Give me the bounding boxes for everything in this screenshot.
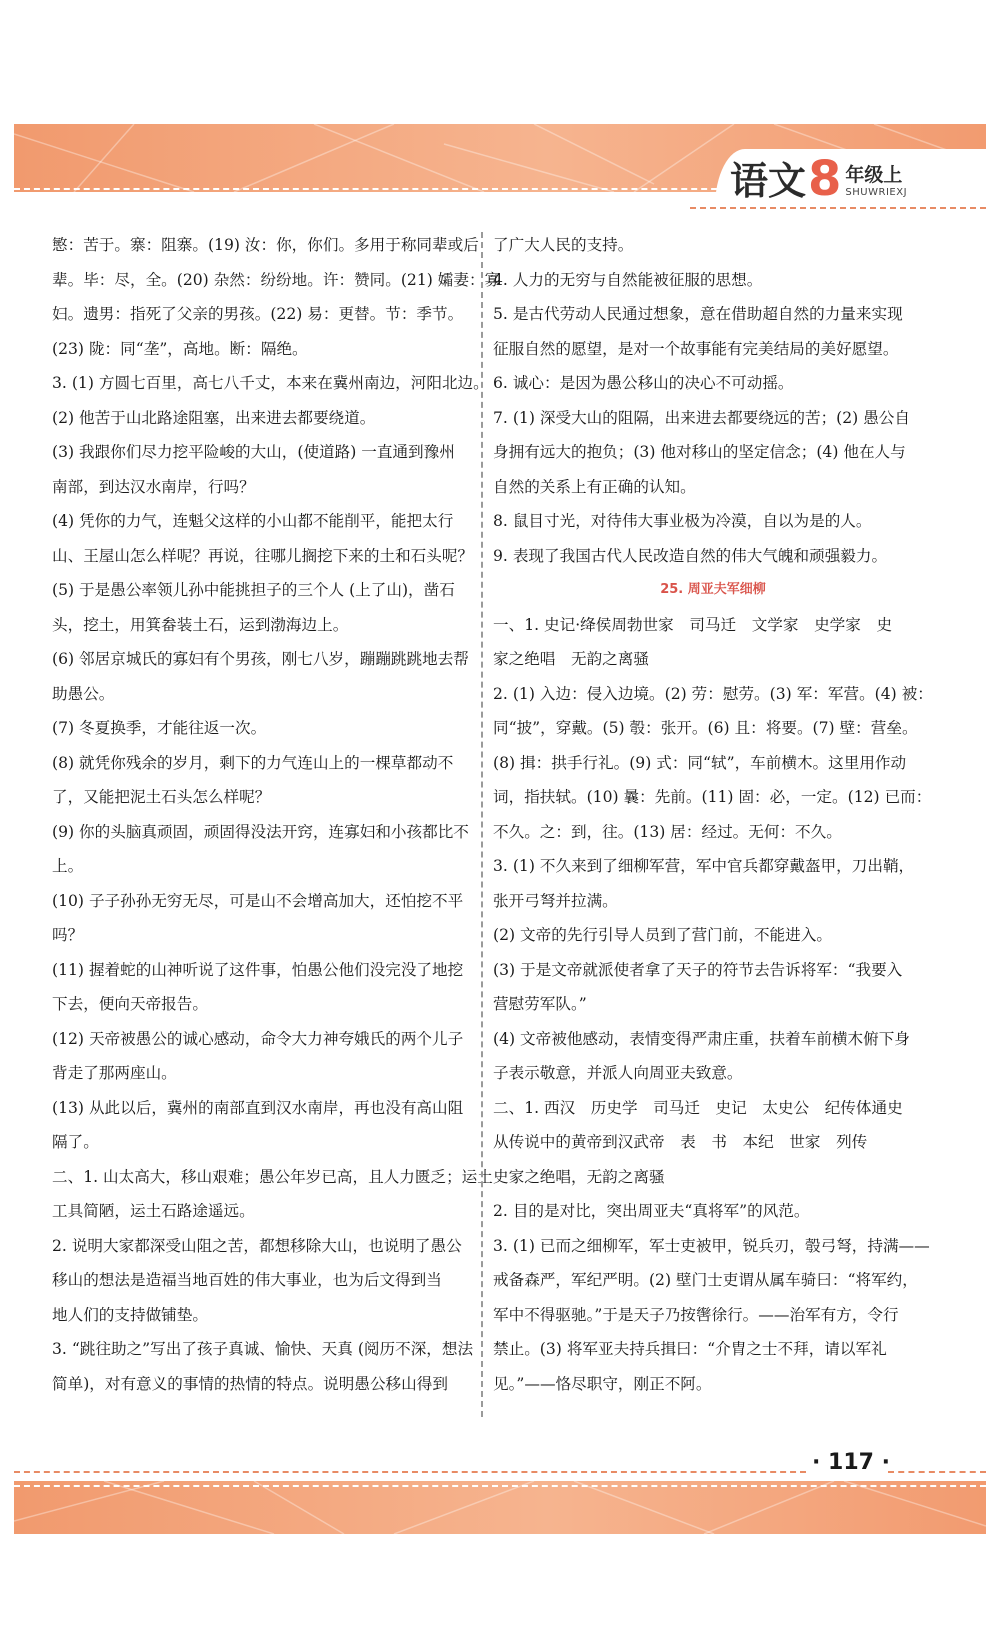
left-column (52, 228, 501, 1401)
text-line: 3. (1) 方圆七百里，高七八千丈，本来在冀州南边，河阳北边。 (52, 374, 489, 392)
footer-band (14, 1481, 986, 1534)
text-line: 下去，便向天帝报告。 (52, 995, 208, 1013)
text-line: (5) 于是愚公率领儿孙中能挑担子的三个人 (上了山)，凿石 (52, 581, 455, 599)
text-line: 军中不得驱驰。”于是天子乃按辔徐行。——治军有方，令行 (493, 1305, 899, 1324)
text-line: 2. 目的是对比，突出周亚夫“真将军”的风范。 (493, 1202, 810, 1220)
text-line: 3. (1) 已而之细柳军，军士吏被甲，锐兵刃，彀弓弩，持满—— (493, 1236, 930, 1255)
text-line: 史家之绝唱，无韵之离骚 (493, 1167, 665, 1186)
text-line: 2. 说明大家都深受山阻之苦，都想移除大山，也说明了愚公 (52, 1236, 462, 1255)
text-line: 二、1. 山太高大，移山艰难；愚公年岁已高，且人力匮乏；运土 (52, 1167, 493, 1186)
text-line: (4) 凭你的力气，连魁父这样的小山都不能削平，能把太行 (52, 512, 454, 530)
text-line: 了广大人民的支持。 (493, 236, 634, 254)
text-line: (7) 冬夏换季，才能往返一次。 (52, 719, 267, 737)
text-line: 身拥有远大的抱负；(3) 他对移山的坚定信念；(4) 他在人与 (493, 443, 906, 461)
text-line: (3) 于是文帝就派使者拿了天子的符节去告诉将军：“我要入 (493, 960, 903, 979)
text-line: (8) 揖：拱手行礼。(9) 式：同“轼”，车前横木。这里用作动 (493, 753, 907, 772)
text-line: 禁止。(3) 将军亚夫持兵揖曰：“介胄之士不拜，请以军礼 (493, 1340, 887, 1358)
text-line: (10) 子子孙孙无穷无尽，可是山不会增高加大，还怕挖不平 (52, 891, 464, 910)
text-line: (2) 他苦于山北路途阻塞，出来进去都要绕道。 (52, 408, 376, 427)
text-line: 自然的关系上有正确的认知。 (493, 477, 696, 496)
right-column (493, 228, 933, 1401)
column-divider (481, 232, 483, 1417)
text-line: 上。 (52, 857, 84, 875)
text-line: 营慰劳军队。” (493, 995, 587, 1013)
text-line: 二、1. 西汉 历史学 司马迁 史记 太史公 纪传体通史 (493, 1098, 903, 1117)
text-line: 背走了那两座山。 (52, 1064, 177, 1082)
pinyin-label: SHUWRIEXJ (845, 187, 908, 198)
text-line: 戒备森严，军纪严明。(2) 壁门士吏谓从属车骑曰：“将军约， (493, 1271, 918, 1289)
text-line: 辈。毕：尽，全。(20) 杂然：纷纷地。许：赞同。(21) 孀妻：寡 (52, 270, 501, 289)
text-line: 3. (1) 不久来到了细柳军营，军中官兵都穿戴盔甲，刀出鞘， (493, 857, 915, 875)
text-line: (11) 握着蛇的山神听说了这件事，怕愚公他们没完没了地挖 (52, 960, 464, 979)
decorative-lines (14, 1481, 986, 1534)
text-line: 慜：苦于。寨：阻寨。(19) 汝：你，你们。多用于称同辈或后 (52, 236, 479, 254)
text-line: (4) 文帝被他感动，表情变得严肃庄重，扶着车前横木俯下身 (493, 1029, 910, 1048)
text-line: (8) 就凭你残余的岁月，剩下的力气连山上的一棵草都动不 (52, 753, 454, 772)
text-line: 南部，到达汉水南岸，行吗？ (52, 477, 255, 496)
text-line: 同“披”，穿戴。(5) 彀：张开。(6) 且：将要。(7) 壁：营垒。 (493, 719, 918, 737)
text-line: (3) 我跟你们尽力挖平险峻的大山，(使道路) 一直通到豫州 (52, 443, 455, 461)
text-line: 妇。遗男：指死了父亲的男孩。(22) 易：更替。节：季节。 (52, 305, 464, 323)
text-line: 张开弓弩并拉满。 (493, 891, 618, 910)
text-line: 工具简陋，运土石路途遥远。 (52, 1202, 255, 1220)
text-line: 8. 鼠目寸光，对待伟大事业极为冷漠，自以为是的人。 (493, 512, 872, 530)
text-line: (6) 邻居京城氏的寡妇有个男孩，刚七八岁，蹦蹦跳跳地去帮 (52, 650, 469, 668)
text-line: 9. 表现了我国古代人民改造自然的伟大气魄和顽强毅力。 (493, 546, 888, 565)
grade-number: 8 (808, 151, 842, 208)
text-line: 2. (1) 入边：侵入边境。(2) 劳：慰劳。(3) 军：军营。(4) 被： (493, 684, 933, 703)
text-line: 不久。之：到，往。(13) 居：经过。无何：不久。 (493, 822, 842, 841)
text-line: 7. (1) 深受大山的阻隔，出来进去都要绕远的苦；(2) 愚公自 (493, 408, 910, 427)
text-line: 子表示敬意，并派人向周亚夫致意。 (493, 1064, 743, 1082)
text-line: 简单)，对有意义的事情的热情的特点。说明愚公移山得到 (52, 1374, 448, 1393)
text-line: 一、1. 史记·绛侯周勃世家 司马迁 文学家 史学家 史 (493, 615, 893, 634)
text-line: 见。”——恪尽职守，刚正不阿。 (493, 1374, 712, 1393)
text-line: 山、王屋山怎么样呢？再说，往哪儿搁挖下来的土和石头呢？ (52, 546, 474, 565)
grade-label: 年级上 (845, 164, 903, 187)
text-line: 5. 是古代劳动人民通过想象，意在借助超自然的力量来实现 (493, 305, 903, 323)
text-line: (12) 天帝被愚公的诚心感动，命令大力神夸娥氏的两个儿子 (52, 1029, 464, 1048)
text-line: 吗？ (52, 926, 84, 944)
text-line: (9) 你的头脑真顽固，顽固得没法开窍，连寡妇和小孩都比不 (52, 822, 469, 841)
subject-label: 语文 (730, 159, 807, 203)
section-heading: 25. 周亚夫军细柳 (660, 582, 766, 597)
text-line: 征服自然的愿望，是对一个故事能有完美结局的美好愿望。 (493, 339, 899, 358)
text-line: (13) 从此以后，冀州的南部直到汉水南岸，再也没有高山阻 (52, 1098, 464, 1117)
text-line: 隔了。 (52, 1133, 99, 1151)
text-line: (2) 文帝的先行引导人员到了营门前，不能进入。 (493, 926, 832, 944)
text-line: 移山的想法是造福当地百姓的伟大事业，也为后文得到当 (52, 1271, 442, 1289)
book-title (730, 150, 908, 208)
text-line: (23) 陇：同“垄”，高地。断：隔绝。 (52, 339, 308, 358)
text-line: 助愚公。 (52, 684, 115, 703)
text-line: 家之绝唱 无韵之离骚 (493, 650, 649, 668)
text-line: 从传说中的黄帝到汉武帝 表 书 本纪 世家 列传 (493, 1133, 868, 1151)
text-line: 地人们的支持做铺垫。 (52, 1305, 208, 1324)
text-line: 头，挖土，用箕畚装土石，运到渤海边上。 (52, 615, 349, 634)
text-line: 3. “跳往助之”写出了孩子真诚、愉快、天真 (阅历不深，想法 (52, 1340, 474, 1358)
text-line: 6. 诚心：是因为愚公移山的决心不可动摇。 (493, 374, 794, 392)
text-line: 了，又能把泥土石头怎么样呢？ (52, 788, 271, 806)
page-number: · 117 · (812, 1450, 890, 1475)
text-line: 4. 人力的无穷与自然能被征服的思想。 (493, 270, 763, 289)
text-line: 词，指扶轼。(10) 曩：先前。(11) 固：必，一定。(12) 已而： (493, 788, 932, 806)
